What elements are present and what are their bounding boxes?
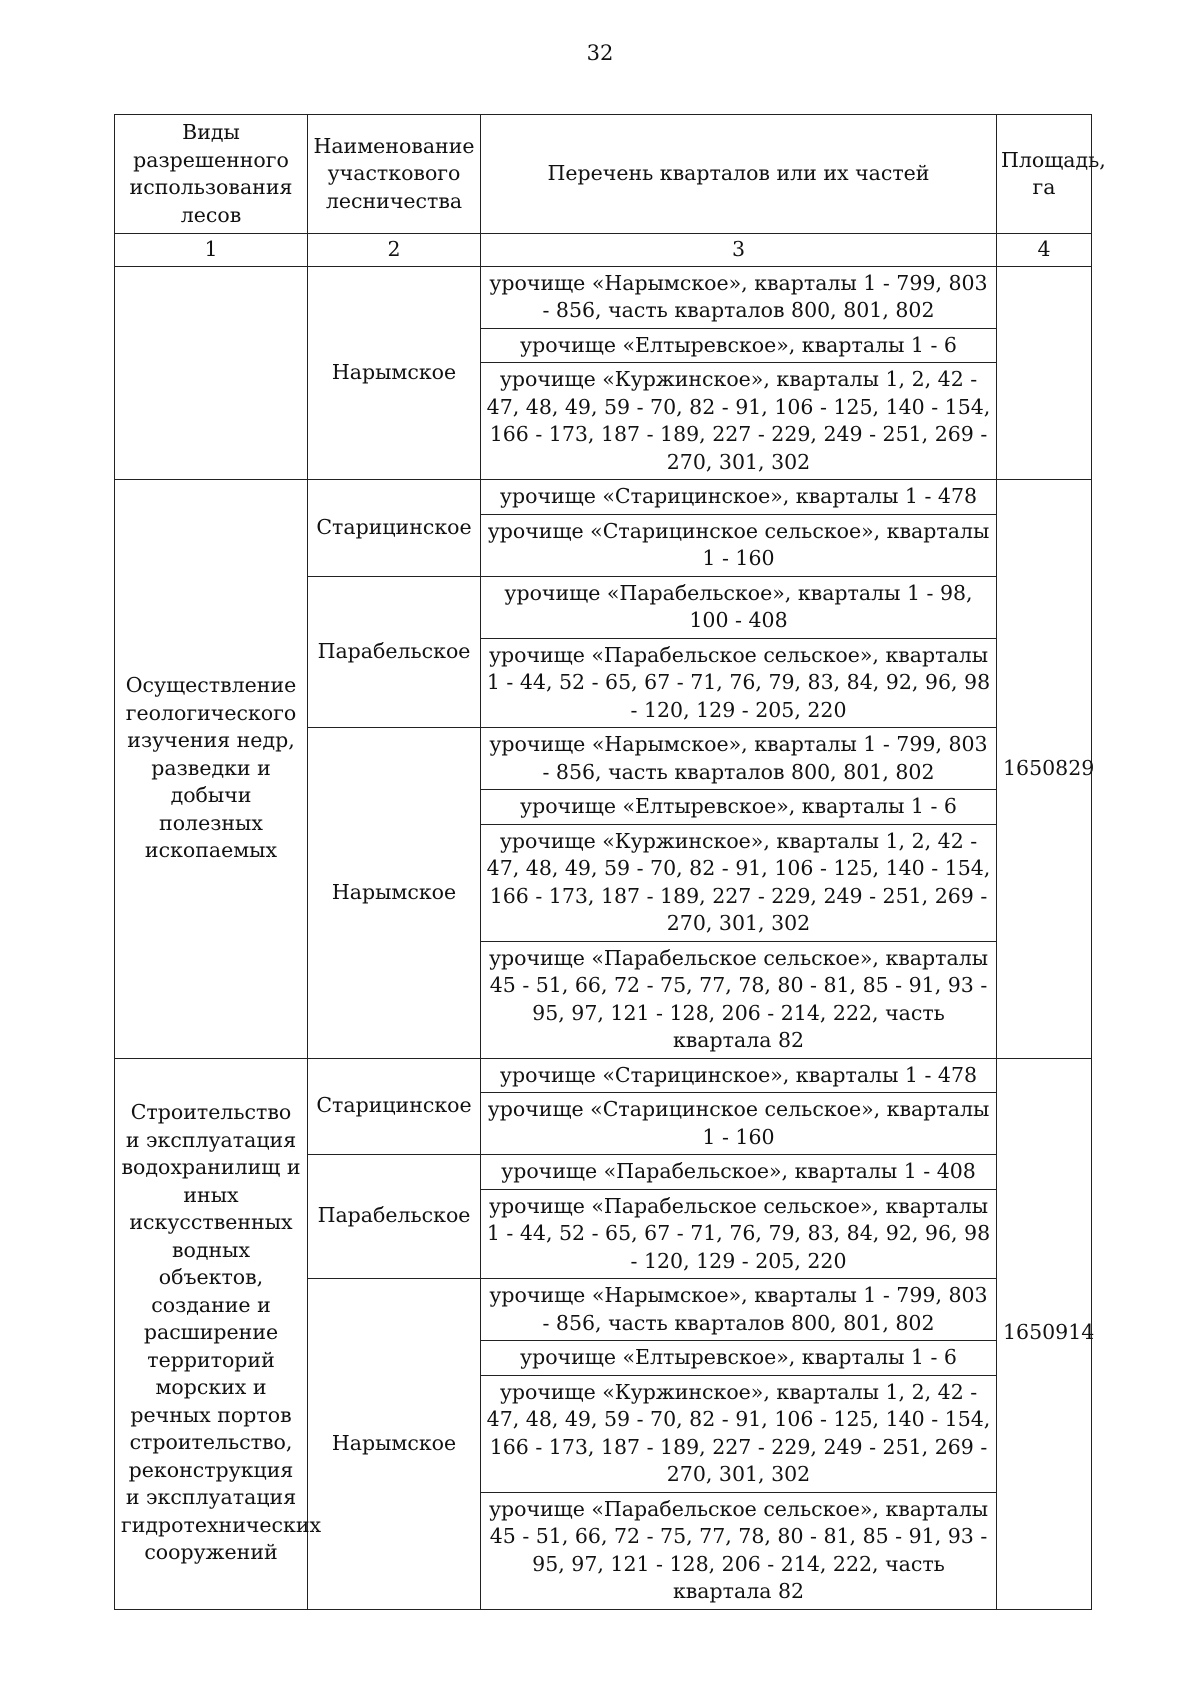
quarters-cell: урочище «Куржинское», кварталы 1, 2, 42 - 47, 48, 49, 59 - 70, 82 - 91, 106 - 125, 140 - 154, 166 - 173, 187 - 189, 227 - 229, 249 - 251, 269 - 270, 301, 302 xyxy=(481,1375,997,1492)
forestry-cell: Парабельское xyxy=(308,1155,481,1279)
quarters-cell: урочище «Елтыревское», кварталы 1 - 6 xyxy=(481,328,997,363)
quarters-cell: урочище «Парабельское сельское», кварталы 45 - 51, 66, 72 - 75, 77, 78, 80 - 81, 85 - 91, 93 - 95, 97, 121 - 128, 206 - 214, 222, часть квартала 82 xyxy=(481,941,997,1058)
column-number: 4 xyxy=(997,234,1092,267)
header-row xyxy=(115,115,1092,234)
table-body xyxy=(115,115,1106,1610)
quarters-cell: урочище «Парабельское сельское», кварталы 1 - 44, 52 - 65, 67 - 71, 76, 79, 83, 84, 92, 96, 98 - 120, 129 - 205, 220 xyxy=(481,1189,997,1279)
table-row xyxy=(115,480,1092,515)
quarters-cell: урочище «Куржинское», кварталы 1, 2, 42 - 47, 48, 49, 59 - 70, 82 - 91, 106 - 125, 140 - 154, 166 - 173, 187 - 189, 227 - 229, 249 - 251, 269 - 270, 301, 302 xyxy=(481,363,997,480)
column-number: 1 xyxy=(115,234,308,267)
use-type-cell: Осуществление геологического изучения недр, разведки и добычи полезных ископаемых xyxy=(115,480,308,1059)
quarters-cell: урочище «Старицинское», кварталы 1 - 478 xyxy=(481,480,997,515)
quarters-cell: урочище «Старицинское», кварталы 1 - 478 xyxy=(481,1058,997,1093)
column-number: 3 xyxy=(481,234,997,267)
column-number: 2 xyxy=(308,234,481,267)
area-cell: 1650914 xyxy=(997,1058,1092,1609)
quarters-cell: урочище «Елтыревское», кварталы 1 - 6 xyxy=(481,790,997,825)
quarters-cell: урочище «Нарымское», кварталы 1 - 799, 803 - 856, часть кварталов 800, 801, 802 xyxy=(481,266,997,328)
quarters-cell: урочище «Старицинское сельское», кварталы 1 - 160 xyxy=(481,1093,997,1155)
quarters-cell: урочище «Парабельское сельское», кварталы 1 - 44, 52 - 65, 67 - 71, 76, 79, 83, 84, 92, 96, 98 - 120, 129 - 205, 220 xyxy=(481,638,997,728)
quarters-cell: урочище «Елтыревское», кварталы 1 - 6 xyxy=(481,1341,997,1376)
forestry-cell: Парабельское xyxy=(308,576,481,728)
quarters-cell: урочище «Старицинское сельское», кварталы 1 - 160 xyxy=(481,514,997,576)
area-cell: 1650829 xyxy=(997,480,1092,1059)
quarters-cell: урочище «Парабельское сельское», кварталы 45 - 51, 66, 72 - 75, 77, 78, 80 - 81, 85 - 91, 93 - 95, 97, 121 - 128, 206 - 214, 222, часть квартала 82 xyxy=(481,1492,997,1609)
column-number-row xyxy=(115,234,1092,267)
area-cell xyxy=(997,266,1092,480)
forestry-cell: Нарымское xyxy=(308,1279,481,1610)
header-quarters: Перечень кварталов или их частей xyxy=(481,115,997,234)
forest-use-table xyxy=(114,114,1106,1610)
header-area: Площадь, га xyxy=(997,115,1092,234)
quarters-cell: урочище «Парабельское», кварталы 1 - 408 xyxy=(481,1155,997,1190)
header-forestry: Наименование участкового лесничества xyxy=(308,115,481,234)
forestry-cell: Старицинское xyxy=(308,1058,481,1155)
table-row xyxy=(115,266,1092,328)
forestry-cell: Старицинское xyxy=(308,480,481,577)
use-type-cell: Строительство и эксплуатация водохранилищ и иных искусственных водных объектов, создание и расширение территорий морских и речных портов строительство, реконструкция и эксплуатация гидротехнических сооружений xyxy=(115,1058,308,1609)
forestry-cell: Нарымское xyxy=(308,728,481,1059)
quarters-cell: урочище «Куржинское», кварталы 1, 2, 42 - 47, 48, 49, 59 - 70, 82 - 91, 106 - 125, 140 - 154, 166 - 173, 187 - 189, 227 - 229, 249 - 251, 269 - 270, 301, 302 xyxy=(481,824,997,941)
header-use-type: Виды разрешенного использования лесов xyxy=(115,115,308,234)
forestry-cell: Нарымское xyxy=(308,266,481,480)
use-type-cell xyxy=(115,266,308,480)
quarters-cell: урочище «Нарымское», кварталы 1 - 799, 803 - 856, часть кварталов 800, 801, 802 xyxy=(481,728,997,790)
table-row xyxy=(115,1058,1092,1093)
quarters-cell: урочище «Нарымское», кварталы 1 - 799, 803 - 856, часть кварталов 800, 801, 802 xyxy=(481,1279,997,1341)
page-number: 32 xyxy=(586,41,614,65)
quarters-cell: урочище «Парабельское», кварталы 1 - 98, 100 - 408 xyxy=(481,576,997,638)
